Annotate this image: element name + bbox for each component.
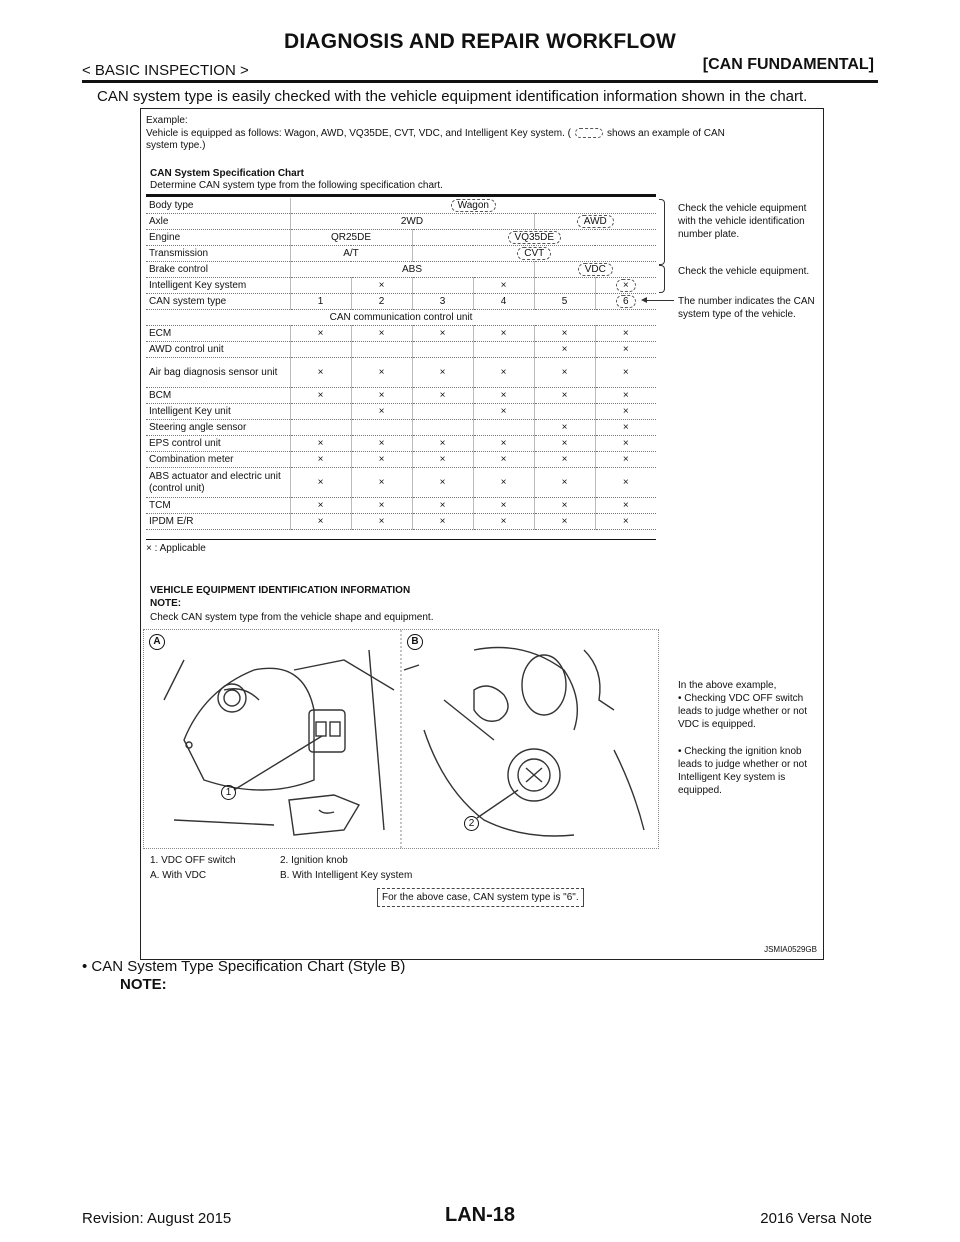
vei-note-label: NOTE: [150, 598, 182, 609]
unit-cell: × [473, 326, 534, 342]
row-intelligent-key [146, 278, 656, 294]
row-label: Body type [146, 198, 290, 214]
cell: × [351, 278, 412, 294]
unit-cell: × [534, 326, 595, 342]
unit-cell: × [412, 358, 473, 388]
unit-cell: × [534, 388, 595, 404]
unit-cell: × [595, 342, 656, 358]
unit-cell: × [290, 514, 351, 530]
unit-cell: × [290, 468, 351, 498]
unit-cell: × [473, 452, 534, 468]
unit-cell: × [534, 436, 595, 452]
unit-cell [412, 420, 473, 436]
unit-cell: × [473, 388, 534, 404]
example-oval-icon [575, 128, 603, 138]
example-text-3: system type.) [146, 140, 206, 151]
illustration [144, 630, 658, 848]
unit-cell [290, 342, 351, 358]
unit-cell: × [290, 326, 351, 342]
ccu-header: CAN communication control unit [146, 310, 656, 326]
spec-table [146, 198, 656, 530]
unit-cell: × [290, 436, 351, 452]
cell: × [473, 278, 534, 294]
example-text [146, 128, 725, 139]
unit-row [146, 342, 656, 358]
unit-cell: × [534, 514, 595, 530]
oval-type-6: 6 [616, 295, 636, 308]
unit-cell: × [534, 452, 595, 468]
chart-top-rule [146, 194, 656, 197]
unit-label: BCM [146, 388, 290, 404]
unit-label: AWD control unit [146, 342, 290, 358]
panel-a-badge: A [149, 634, 165, 650]
unit-cell [412, 342, 473, 358]
unit-cell: × [534, 420, 595, 436]
unit-cell: × [595, 420, 656, 436]
unit-cell [473, 420, 534, 436]
unit-cell: × [351, 498, 412, 514]
row-ccu-header [146, 310, 656, 326]
callout-2-badge: 2 [464, 816, 479, 831]
legend-b: B. With Intelligent Key system [280, 870, 413, 881]
unit-cell: × [595, 452, 656, 468]
row-label: Transmission [146, 246, 290, 262]
brake-vdc [534, 262, 656, 278]
cell [534, 278, 595, 294]
unit-cell [290, 420, 351, 436]
unit-cell: × [473, 514, 534, 530]
unit-cell: × [351, 404, 412, 420]
cell: 2 [351, 294, 412, 310]
cell: 5 [534, 294, 595, 310]
unit-cell: × [412, 326, 473, 342]
vei-note: Check CAN system type from the vehicle shape and equipment. [150, 612, 434, 623]
unit-label: ABS actuator and electric unit (control unit) [146, 468, 290, 498]
unit-cell: × [534, 358, 595, 388]
diagram-figure [140, 108, 824, 960]
vei-title: VEHICLE EQUIPMENT IDENTIFICATION INFORMATION [150, 585, 411, 596]
unit-cell: × [473, 498, 534, 514]
unit-cell: × [595, 468, 656, 498]
panel-b-badge: B [407, 634, 423, 650]
note-check-plate: Check the vehicle equipment with the vehicle identification number plate. [678, 203, 807, 240]
legend-a: A. With VDC [150, 870, 207, 881]
transmission-cvt [412, 246, 656, 262]
unit-cell: × [595, 498, 656, 514]
photo-note-intro: In the above example, [678, 680, 777, 691]
callout-1-badge: 1 [221, 785, 236, 800]
oval-key: × [616, 279, 636, 292]
unit-row [146, 420, 656, 436]
unit-cell: × [412, 468, 473, 498]
cell [290, 278, 351, 294]
note-number-indicates: The number indicates the CAN system type of the vehicle. [678, 296, 815, 320]
unit-cell [290, 404, 351, 420]
row-label: Intelligent Key system [146, 278, 290, 294]
unit-cell: × [351, 452, 412, 468]
unit-cell: × [534, 498, 595, 514]
unit-cell: × [351, 358, 412, 388]
unit-cell: × [473, 468, 534, 498]
unit-cell: × [290, 358, 351, 388]
unit-cell [473, 342, 534, 358]
unit-row [146, 436, 656, 452]
unit-cell: × [473, 404, 534, 420]
note-label: NOTE: [120, 976, 167, 993]
unit-cell: × [534, 468, 595, 498]
cell [412, 278, 473, 294]
unit-cell: × [595, 514, 656, 530]
bracket-plate [659, 199, 665, 265]
unit-cell: × [412, 452, 473, 468]
unit-cell [351, 420, 412, 436]
example-label: Example: [146, 115, 188, 126]
unit-label: Steering angle sensor [146, 420, 290, 436]
row-label: Engine [146, 230, 290, 246]
unit-cell: × [412, 498, 473, 514]
axle-awd [534, 214, 656, 230]
unit-cell: × [412, 436, 473, 452]
unit-cell: × [412, 514, 473, 530]
footer-model: 2016 Versa Note [760, 1210, 872, 1227]
axle-2wd: 2WD [290, 214, 534, 230]
cell: 3 [412, 294, 473, 310]
unit-row [146, 514, 656, 530]
unit-cell: × [412, 388, 473, 404]
unit-label: IPDM E/R [146, 514, 290, 530]
bullet-item: • CAN System Type Specification Chart (Style B) [82, 958, 406, 975]
unit-row [146, 326, 656, 342]
photo-note-bullet1: • Checking VDC OFF switch leads to judge whether or not VDC is equipped. [678, 693, 807, 730]
unit-cell: × [473, 358, 534, 388]
footer-page-number: LAN-18 [444, 1204, 515, 1226]
brake-abs: ABS [290, 262, 534, 278]
unit-cell: × [473, 436, 534, 452]
unit-cell: × [595, 326, 656, 342]
row-can-system-type [146, 294, 656, 310]
unit-cell: × [351, 388, 412, 404]
unit-cell: × [290, 452, 351, 468]
chart-subtitle: Determine CAN system type from the following specification chart. [150, 180, 443, 191]
unit-cell: × [351, 326, 412, 342]
unit-cell: × [290, 388, 351, 404]
unit-cell: × [595, 436, 656, 452]
chart-title: CAN System Specification Chart [150, 168, 304, 179]
row-axle [146, 214, 656, 230]
header-divider [82, 80, 878, 83]
cell-oval [595, 278, 656, 294]
figure-id: JSMIA0529GB [764, 945, 817, 954]
oval-vdc: VDC [578, 263, 613, 276]
conclusion-box: For the above case, CAN system type is "6". [377, 888, 584, 907]
unit-cell [534, 404, 595, 420]
unit-cell: × [595, 358, 656, 388]
transmission-at: A/T [290, 246, 412, 262]
unit-cell: × [595, 388, 656, 404]
row-label: Brake control [146, 262, 290, 278]
unit-row [146, 388, 656, 404]
unit-label: Intelligent Key unit [146, 404, 290, 420]
unit-cell: × [351, 468, 412, 498]
unit-label: EPS control unit [146, 436, 290, 452]
cell: 1 [290, 294, 351, 310]
unit-cell [412, 404, 473, 420]
page-title: DIAGNOSIS AND REPAIR WORKFLOW [284, 30, 676, 53]
engine-vq35de [412, 230, 656, 246]
arrow-left-icon [641, 297, 647, 303]
unit-row [146, 498, 656, 514]
oval-cvt: CVT [517, 247, 551, 260]
unit-cell: × [534, 342, 595, 358]
unit-cell [351, 342, 412, 358]
footer-revision: Revision: August 2015 [82, 1210, 232, 1227]
cell: 4 [473, 294, 534, 310]
legend-2: 2. Ignition knob [280, 855, 348, 866]
unit-row [146, 358, 656, 388]
note-check-equipment: Check the vehicle equipment. [678, 266, 810, 277]
section-tag: [CAN FUNDAMENTAL] [702, 56, 874, 73]
row-label: CAN system type [146, 294, 290, 310]
bracket-equipment [659, 265, 665, 293]
example-text-1: Vehicle is equipped as follows: Wagon, AWD, VQ35DE, CVT, VDC, and Intelligent Key system. ( [146, 128, 572, 139]
photo-frame [143, 629, 659, 849]
legend-1: 1. VDC OFF switch [150, 855, 236, 866]
body-type-value [290, 198, 656, 214]
unit-cell: × [595, 404, 656, 420]
unit-cell: × [290, 498, 351, 514]
unit-row [146, 452, 656, 468]
row-label: Axle [146, 214, 290, 230]
arrow-line [646, 300, 674, 301]
example-text-2: shows an example of CAN [607, 128, 725, 139]
oval-awd: AWD [577, 215, 614, 228]
applicable-note: × : Applicable [146, 543, 206, 554]
photo-note-bullet2: • Checking the ignition knob leads to judge whether or not Intelligent Key system is equipped. [678, 746, 807, 796]
unit-row [146, 404, 656, 420]
intro-paragraph: CAN system type is easily checked with the vehicle equipment identification information shown in the chart. [97, 88, 808, 105]
unit-row [146, 468, 656, 498]
oval-vq35de: VQ35DE [508, 231, 561, 244]
unit-label: ECM [146, 326, 290, 342]
chart-bottom-rule [146, 539, 656, 540]
row-body-type [146, 198, 656, 214]
unit-cell: × [351, 514, 412, 530]
row-engine [146, 230, 656, 246]
unit-label: Air bag diagnosis sensor unit [146, 358, 290, 388]
row-transmission [146, 246, 656, 262]
unit-label: TCM [146, 498, 290, 514]
unit-cell: × [351, 436, 412, 452]
section-breadcrumb: < BASIC INSPECTION > [82, 62, 249, 79]
oval-wagon: Wagon [451, 199, 496, 212]
row-brake-control [146, 262, 656, 278]
unit-label: Combination meter [146, 452, 290, 468]
engine-qr25de: QR25DE [290, 230, 412, 246]
